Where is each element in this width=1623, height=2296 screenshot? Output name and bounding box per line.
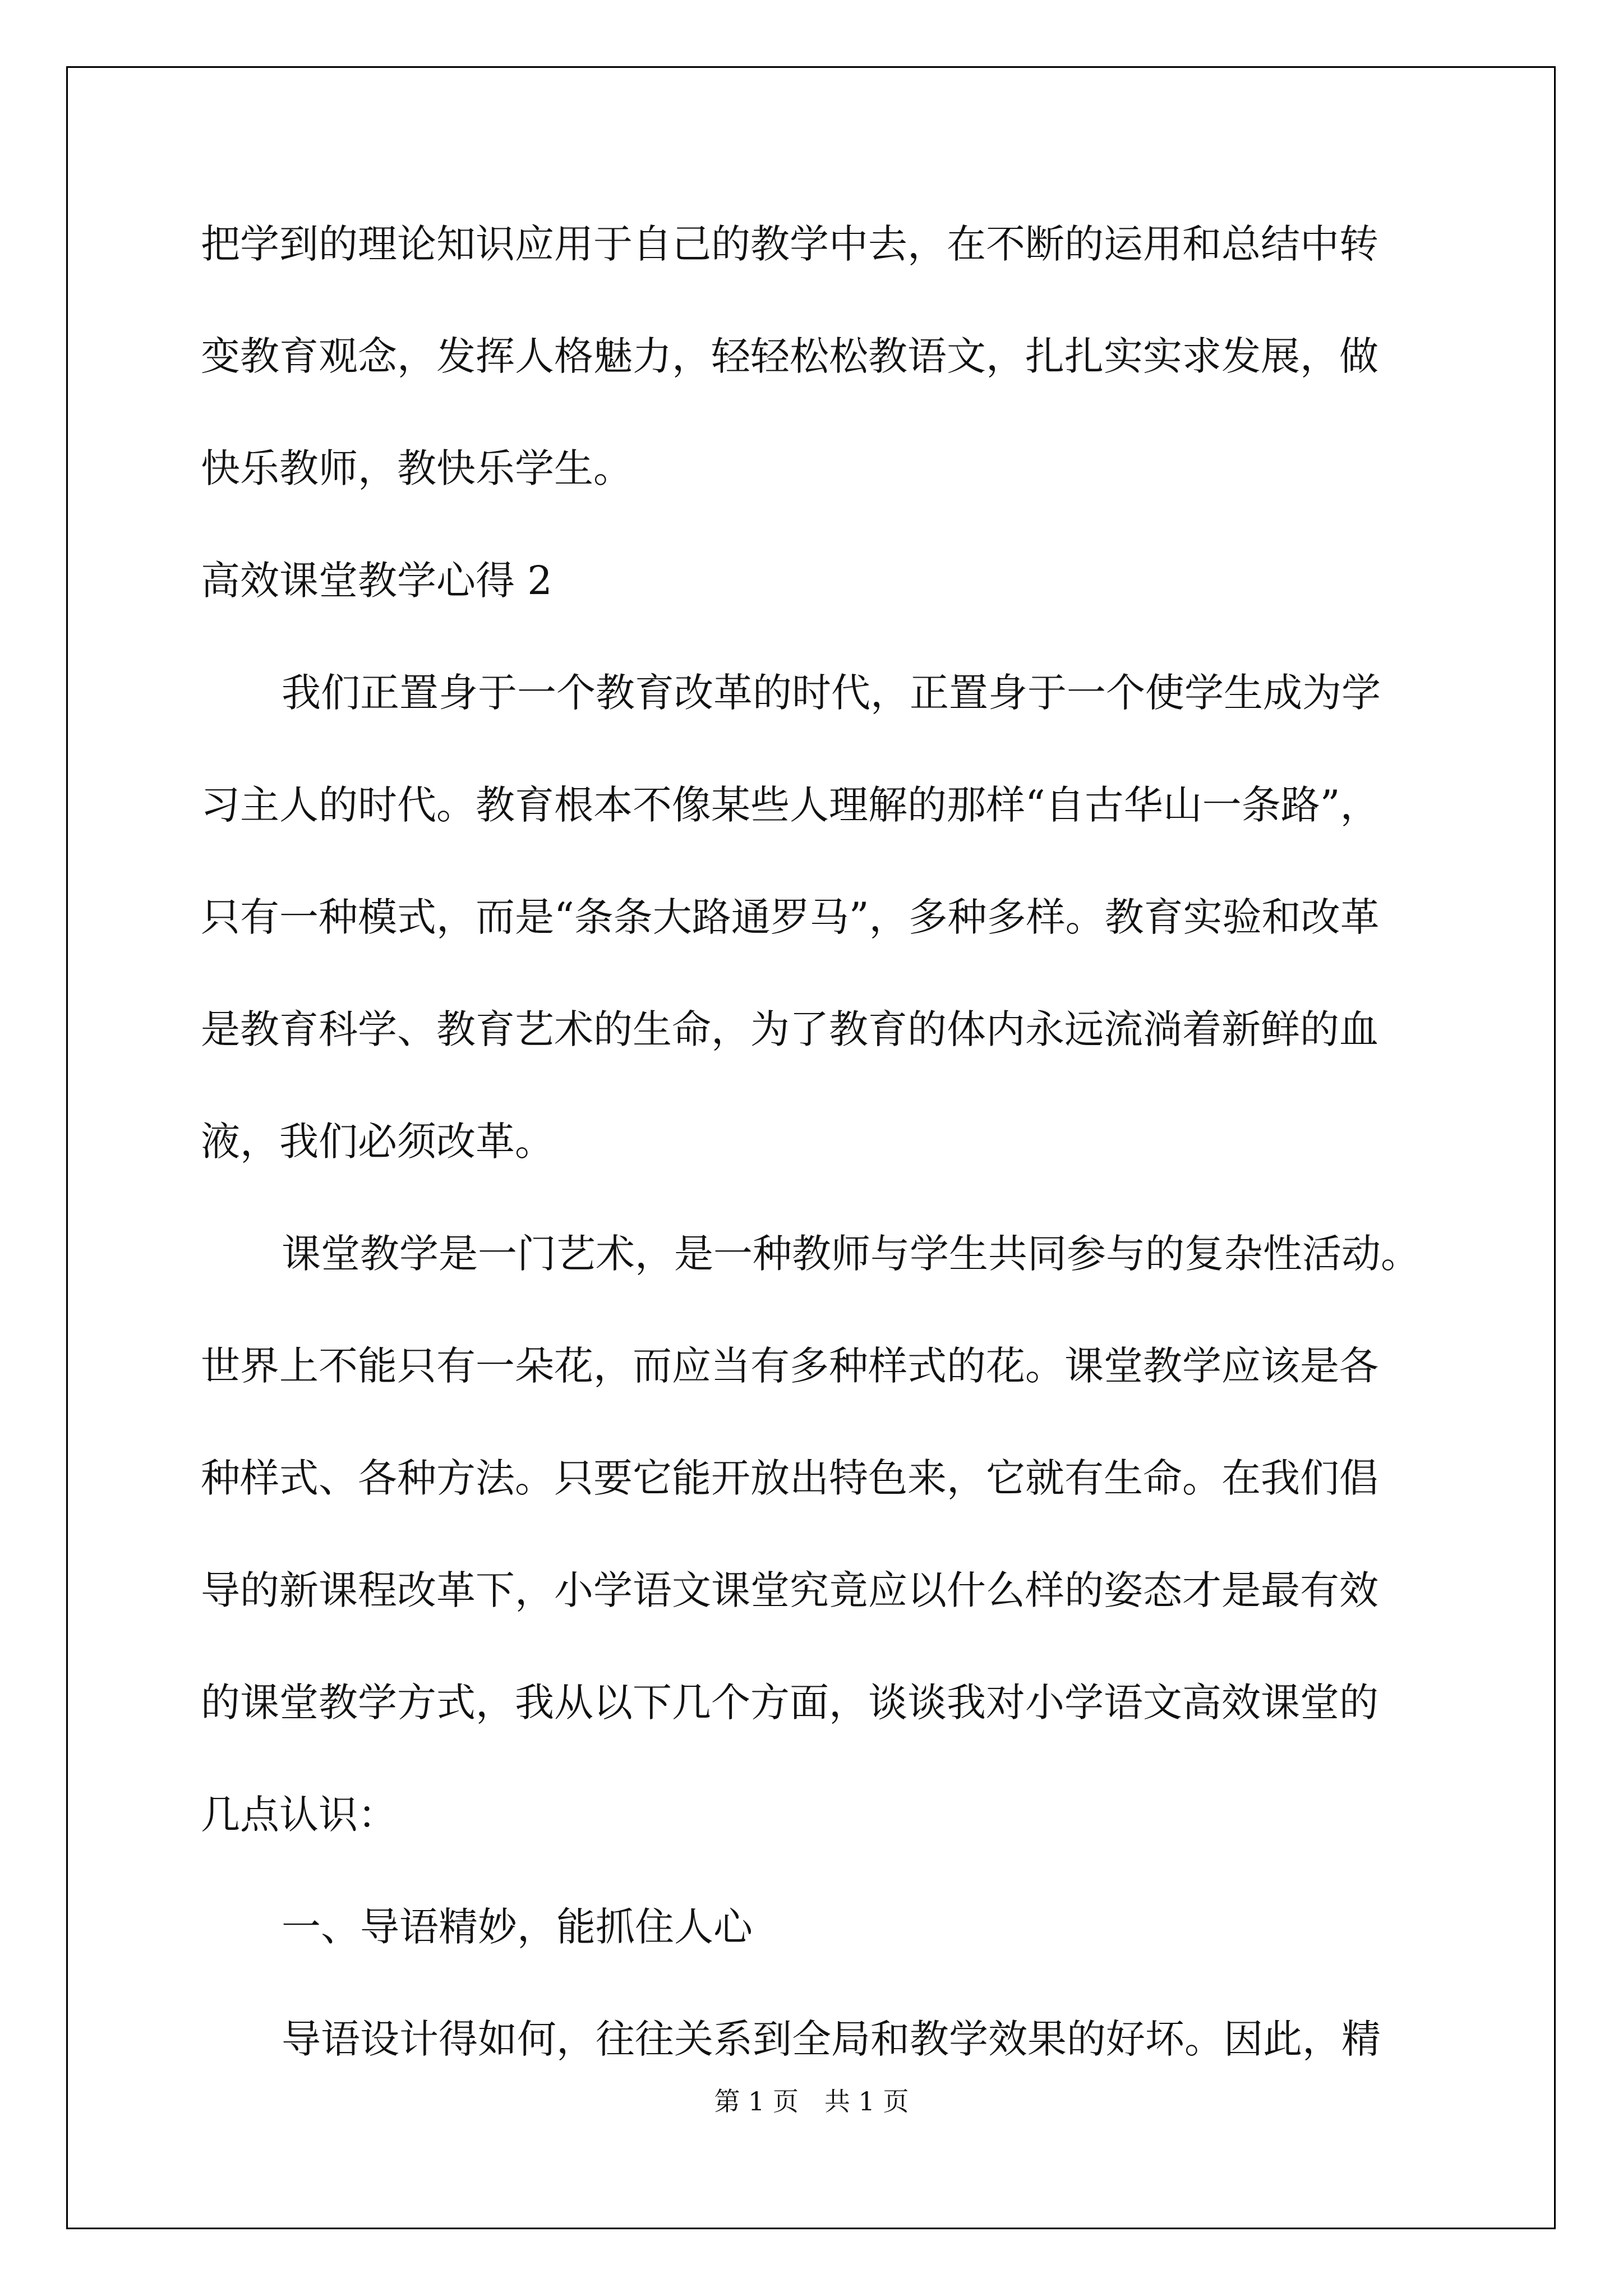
body-line-1: 把学到的理论知识应用于自己的教学中去，在不断的运用和总结中转	[201, 221, 1378, 267]
body-line-7: 只有一种模式，而是“条条大路通罗马”，多种多样。教育实验和改革	[201, 894, 1380, 940]
body-line-13: 导的新课程改革下，小学语文课堂究竟应以什么样的姿态才是最有效	[201, 1567, 1378, 1613]
body-line-15: 几点认识：	[201, 1792, 397, 1838]
body-line-10: 课堂教学是一门艺术，是一种教师与学生共同参与的复杂性活动。	[282, 1231, 1420, 1277]
body-line-3: 快乐教师，教快乐学生。	[201, 445, 633, 491]
body-line-8: 是教育科学、教育艺术的生命，为了教育的体内永远流淌着新鲜的血	[201, 1006, 1378, 1052]
body-line-9: 液，我们必须改革。	[201, 1119, 554, 1165]
body-line-17: 导语设计得如何，往往关系到全局和教学效果的好坏。因此，精	[282, 2016, 1381, 2062]
subheading-1: 一、导语精妙，能抓住人心	[282, 1904, 753, 1950]
body-line-12: 种样式、各种方法。只要它能开放出特色来，它就有生命。在我们倡	[201, 1455, 1378, 1501]
body-line-5: 我们正置身于一个教育改革的时代，正置身于一个使学生成为学	[282, 670, 1381, 716]
body-line-2: 变教育观念，发挥人格魅力，轻轻松松教语文，扎扎实实求发展，做	[201, 333, 1378, 379]
page-footer: 第 1 页 共 1 页	[714, 2086, 909, 2116]
body-line-11: 世界上不能只有一朵花，而应当有多种样式的花。课堂教学应该是各	[201, 1343, 1378, 1389]
section-heading: 高效课堂教学心得 2	[201, 558, 552, 604]
body-line-6: 习主人的时代。教育根本不像某些人理解的那样“自古华山一条路”，	[201, 782, 1380, 828]
body-line-14: 的课堂教学方式，我从以下几个方面，谈谈我对小学语文高效课堂的	[201, 1680, 1378, 1726]
